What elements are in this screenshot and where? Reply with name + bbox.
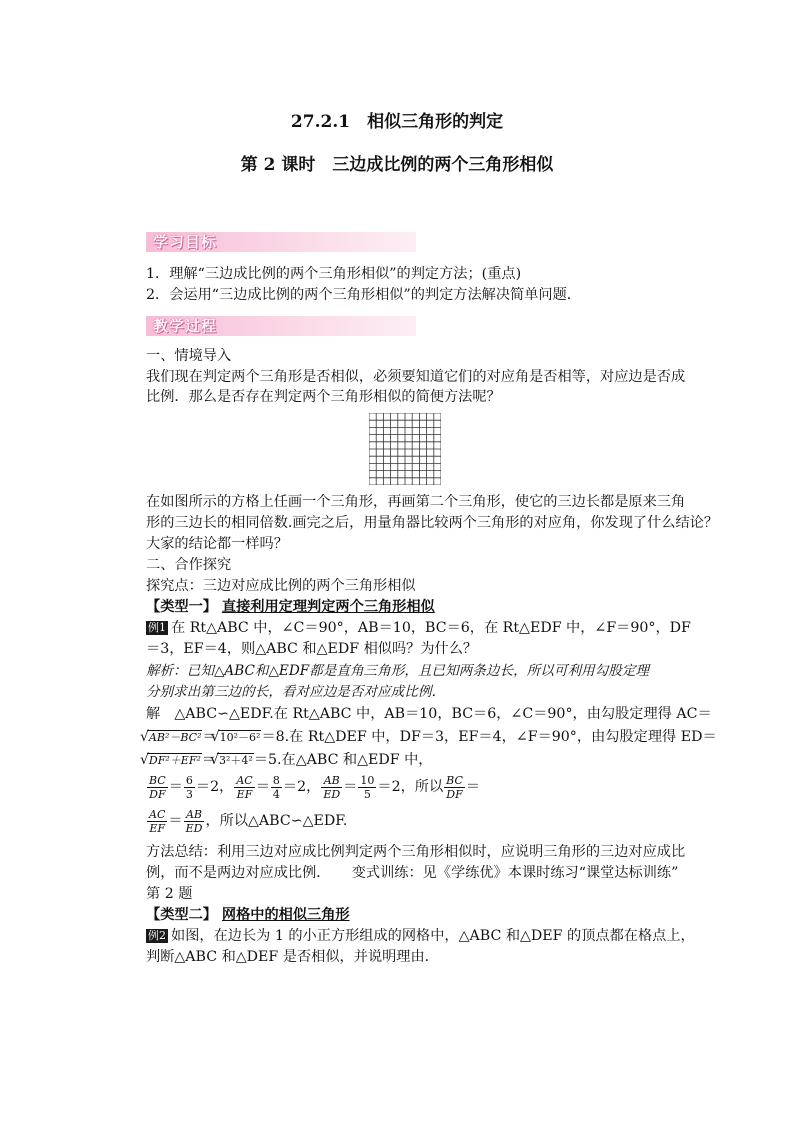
goal-1: 1．理解“三边成比例的两个三角形相似”的判定方法；(重点) [146,266,522,282]
fraction: $\frac{AB}{ED}$ [323,773,341,801]
method-summary-line: 方法总结：利用三边对应成比例判定两个三角形相似时，应说明三角形的三边对应成比 [146,844,686,860]
example-1-line [146,618,691,638]
solution-text: ＝5.在△ABC 和△EDF 中， [253,752,433,768]
example-2-line: 判断△ABC 和△DEF 是否相似，并说明理由． [146,949,439,965]
example-text: 如图，在边长为 1 的小正方形组成的网格中，△ABC 和△DEF 的顶点都在格点上， [171,928,695,944]
page-subtitle: 第 2 课时 三边成比例的两个三角形相似 [240,155,554,175]
intro-line: 比例．那么是否存在判定两个三角形相似的简便方法呢？ [146,389,501,405]
sqrt-expression: √ AB²－BC² [147,730,202,744]
banner-learning-goals [146,232,416,252]
fraction: $\frac{AC}{EF}$ [236,773,253,801]
method-summary-line: 第 2 题 [146,886,193,902]
solution-line: √ DF²＋EF²＝√ 3²＋4²＝5.在△ABC 和△EDF 中， [146,750,433,770]
paragraph-line: 形的三边长的相同倍数.画完之后，用量角器比较两个三角形的对应角，你发现了什么结论？ [146,515,719,531]
example-tag: 例1 [148,621,166,634]
fraction: $\frac{AB}{ED}$ [185,807,203,835]
example-2-line [146,926,695,946]
paragraph-line: 大家的结论都一样吗？ [146,536,288,552]
type-title: 网格中的相似三角形 [221,907,350,923]
fraction: $\frac{BC}{DF}$ [149,773,166,801]
banner-teaching-process [146,316,416,336]
fraction: $\frac{BC}{DF}$ [446,773,463,801]
fraction: $\frac{6}{3}$ [185,773,193,801]
type-tag: 【类型一】 [146,599,217,615]
fraction: $\frac{8}{4}$ [272,773,280,801]
page-title: 27.2.1 相似三角形的判定 [290,112,504,132]
type-tag: 【类型二】 [146,907,217,923]
example-text: 在 Rt△ABC 中，∠C＝90°，AB＝10，BC＝6，在 Rt△EDF 中，∠F＝90°，DF [171,620,691,636]
sqrt-expression: √ 10²－6² [218,730,262,744]
solution-fraction-line: $\frac{BC}{DF}$ ＝ $\frac{6}{3}$ ＝2， $\frac{AC}{EF}$ ＝ $\frac{8}{4}$ ＝2， $\frac{AB}{ED}$ ＝ $\frac{10}{5}$ ＝2，所以 $\frac{BC}{DF}$ ＝ [149,773,481,801]
fraction: $\frac{10}{5}$ [360,773,375,801]
sqrt-expression: √ 3²＋4² [217,753,254,767]
analysis-line: 解析：已知△ABC和△EDF都是直角三角形，且已知两条边长，所以可利用勾股定理 [146,663,650,679]
example-1-line: ＝3，EF＝4，则△ABC 和△EDF 相似吗？为什么？ [146,641,478,657]
banner-label: 教学过程 [153,317,218,335]
solution-line: √ AB²－BC²＝√ 10²－6²＝8.在 Rt△DEF 中，DF＝3，EF＝4，∠F＝90°，由勾股定理得 ED＝ [146,727,717,747]
explore-point: 探究点：三边对应成比例的两个三角形相似 [146,578,416,594]
solution-fraction-line: $\frac{AC}{EF}$ ＝ $\frac{AB}{ED}$ ，所以△ABC∽△EDF. [149,807,348,835]
solution-text: ＝8.在 Rt△DEF 中，DF＝3，EF＝4，∠F＝90°，由勾股定理得 ED＝ [261,729,717,745]
intro-line: 我们现在判定两个三角形是否相似，必须要知道它们的对应角是否相等，对应边是否成 [146,369,686,385]
square-grid-figure [369,413,441,485]
type-1-heading [146,597,435,617]
banner-label: 学习目标 [153,233,218,251]
goal-2: 2．会运用“三边成比例的两个三角形相似”的判定方法解决简单问题． [146,287,581,303]
sqrt-expression: √ DF²＋EF² [147,753,202,767]
type-title: 直接利用定理判定两个三角形相似 [221,599,435,615]
method-summary-line: 例，而不是两边对应成比例． 变式训练：见《学练优》本课时练习“课堂达标训练” [146,865,679,881]
section-heading: 一、情境导入 [146,348,232,364]
analysis-line: 分别求出第三边的长，看对应边是否对应成比例． [146,684,446,700]
section-heading: 二、合作探究 [146,557,232,573]
fraction: $\frac{AC}{EF}$ [149,807,166,835]
example-tag: 例2 [148,929,166,942]
solution-line: 解 △ABC∽△EDF.在 Rt△ABC 中，AB＝10，BC＝6，∠C＝90°，由勾股定理得 AC＝ [146,706,712,722]
paragraph-line: 在如图所示的方格上任画一个三角形，再画第二个三角形，使它的三边长都是原来三角 [146,494,686,510]
solution-text: ，所以△ABC∽△EDF. [205,813,348,829]
type-2-heading [146,905,350,925]
